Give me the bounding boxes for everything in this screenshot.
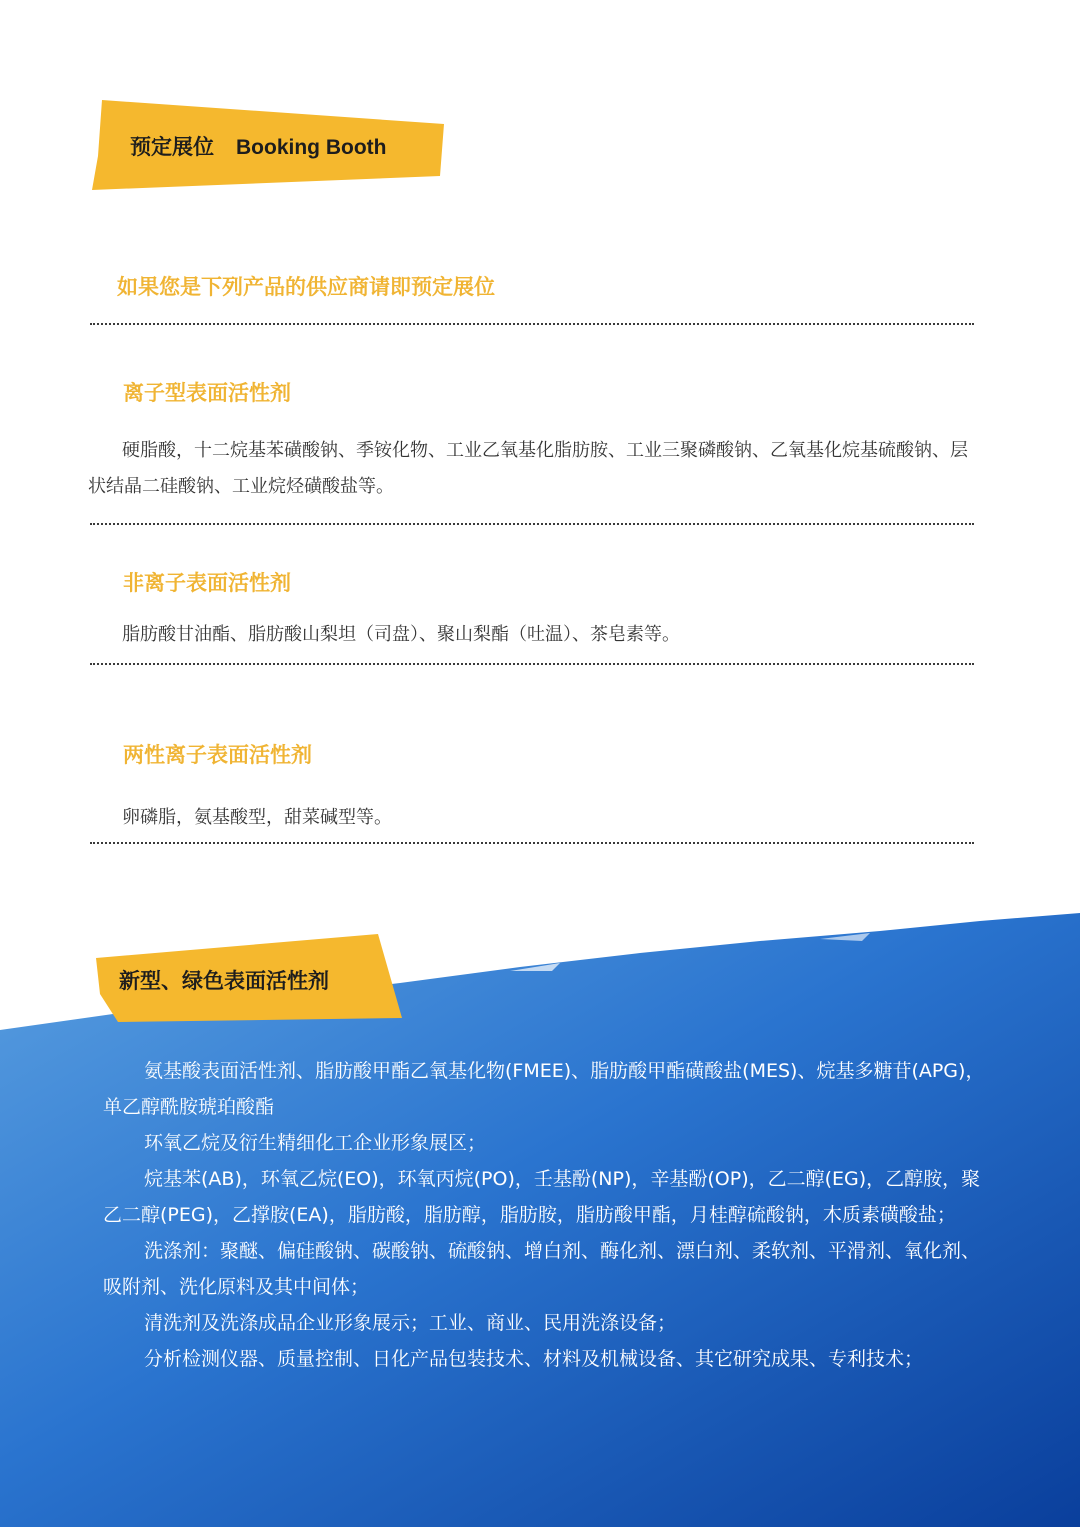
section-title-zwitterionic: 两性离子表面活性剂 <box>123 743 312 767</box>
dotted-divider <box>90 663 974 665</box>
green-paragraph: 氨基酸表面活性剂、脂肪酸甲酯乙氧基化物(FMEE)、脂肪酸甲酯磺酸盐(MES)、烷基多糖苷(APG)，单乙醇酰胺琥珀酸酯 <box>103 1060 985 1118</box>
booking-title-cn: 预定展位 <box>130 135 214 159</box>
green-paragraph: 清洗剂及洗涤成品企业形象展示；工业、商业、民用洗涤设备； <box>144 1312 677 1334</box>
booking-header <box>130 131 386 161</box>
green-section-body <box>103 1053 993 1377</box>
green-paragraph: 环氧乙烷及衍生精细化工企业形象展区； <box>144 1132 487 1154</box>
green-paragraph: 分析检测仪器、质量控制、日化产品包装技术、材料及机械设备、其它研究成果、专利技术； <box>144 1348 924 1370</box>
green-paragraph: 洗涤剂：聚醚、偏硅酸钠、碳酸钠、硫酸钠、增白剂、酶化剂、漂白剂、柔软剂、平滑剂、氧化剂、吸附剂、洗化原料及其中间体； <box>103 1240 981 1298</box>
green-paragraph: 烷基苯(AB)，环氧乙烷(EO)，环氧丙烷(PO)，壬基酚(NP)，辛基酚(OP)，乙二醇(EG)，乙醇胺，聚乙二醇(PEG)，乙撑胺(EA)，脂肪酸，脂肪醇，脂肪胺，脂肪酸甲酯，月桂醇硫酸钠，木质素磺酸盐； <box>103 1168 981 1226</box>
dotted-divider <box>90 842 974 844</box>
section-body-zwitterionic: 卵磷脂，氨基酸型，甜菜碱型等。 <box>122 807 392 828</box>
green-section-title: 新型、绿色表面活性剂 <box>119 969 329 993</box>
dotted-divider <box>90 323 974 325</box>
dotted-divider <box>90 523 974 525</box>
section-body-nonionic: 脂肪酸甘油酯、脂肪酸山梨坦（司盘）、聚山梨酯（吐温）、茶皂素等。 <box>122 624 680 645</box>
section-title-ionic: 离子型表面活性剂 <box>123 381 291 405</box>
intro-heading: 如果您是下列产品的供应商请即预定展位 <box>117 275 495 299</box>
section-body-ionic: 硬脂酸，十二烷基苯磺酸钠、季铵化物、工业乙氧基化脂肪胺、工业三聚磷酸钠、乙氧基化烷基硫酸钠、层状结晶二硅酸钠、工业烷烃磺酸盐等。 <box>88 440 968 497</box>
section-title-nonionic: 非离子表面活性剂 <box>123 571 291 595</box>
booking-title-en: Booking Booth <box>236 136 387 159</box>
